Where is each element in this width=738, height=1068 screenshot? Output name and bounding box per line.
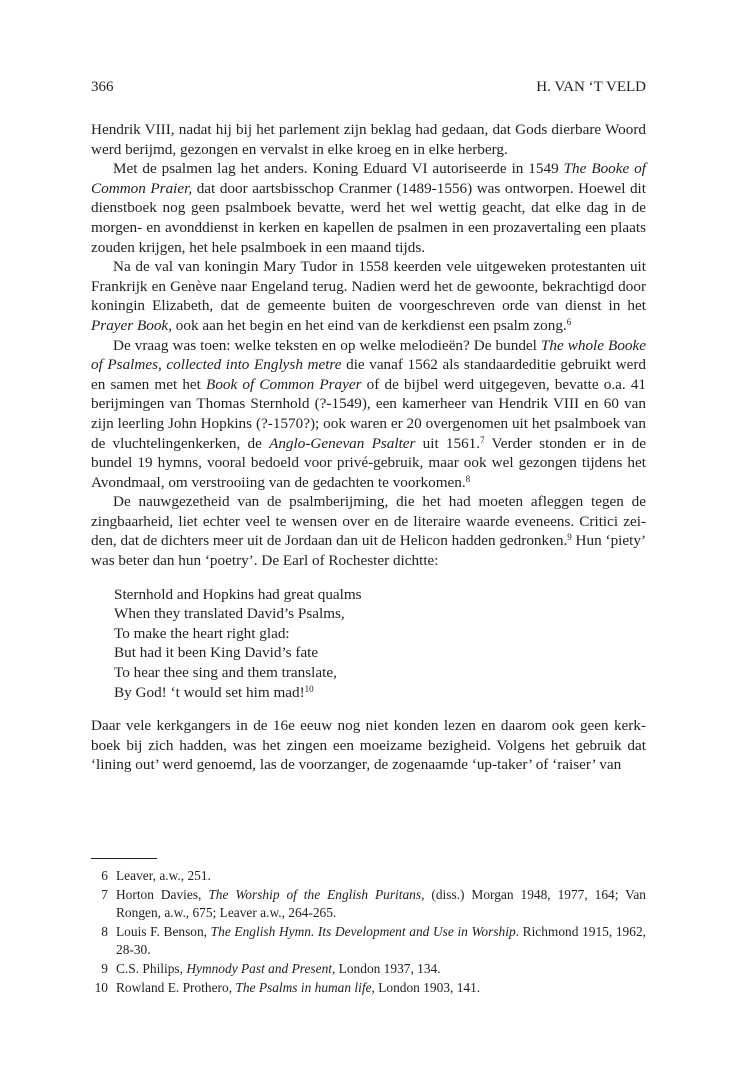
poem-line-text: By God! ‘t would set him mad! (114, 683, 305, 701)
footnote-text: Leaver, a.w., 251. (116, 868, 211, 883)
footnote-9 (91, 960, 646, 979)
p2-title-booke-of-common-praier: The Booke of Common Praier, (91, 160, 646, 197)
p5-text-a: De nauwgezetheid van de psalmberijming, die het had moeten afleggen tegen de zingbaarheid, liet echter veel te wensen over en de literaire waarde eveneens. Critici zei-den, dat de dichters meer uit de Jordaan dan uit de Helicon hadden gedronken. (91, 493, 646, 550)
footnote-number: 6 (101, 868, 108, 883)
footnote-ref-8[interactable]: 8 (465, 473, 471, 484)
footnote-10 (91, 979, 646, 998)
p4-text-g: uit 1561. (415, 434, 481, 452)
footnote-text: C.S. Philips, (116, 960, 187, 976)
p4-text-c: die vanaf 1562 als standaardeditie gebruikt werd en samen met het (91, 356, 646, 393)
footnote-ref-9[interactable]: 9 (567, 532, 572, 543)
p4-text-e: of de bijbel werd uitgegeven, bevatte o.a. 41 berijmingen van Thomas Sternhold (?-1549), een kamerheer van Hendrik VIII en 60 van zijn leerling John Hopkins (?-1570?); ook waren er 20 overgenomen uit het psalmboek van de vluchtelingenkerken, de (91, 375, 647, 452)
footnote-number: 10 (94, 979, 108, 995)
p4-text-a: De vraag was toen: welke teksten en op welke melodieën? De bundel (113, 336, 541, 354)
running-head-author: H. VAN ‘T VELD (536, 79, 646, 95)
poem-line: To hear thee sing and them translate, (114, 664, 337, 682)
p3-text-a: Na de val van koningin Mary Tudor in 1558 keerden vele uitgeweken protestanten uit Frankrijk en Genève naar Engeland terug. Nadien werd het de gewoonte, bekrachtigd door koningin Elizabeth, dat de gemeente buiten de voorgeschreven orde van dienst in het (91, 258, 646, 315)
p4-text-h: Verder stonden er in de bundel 19 hymns, vooral bedoeld voor privé-gebruik, maar ook wel gezongen tijdens het Avondmaal, om verstrooiing van de gedachten te voorkomen. (91, 434, 646, 491)
footnote-title: The Psalms in human life (235, 979, 372, 995)
footnote-ref-10[interactable]: 10 (304, 683, 314, 694)
footnote-text: Louis F. Benson, (116, 923, 211, 939)
footnote-title: The English Hymn. Its Development and Use in Worship (210, 923, 516, 939)
paragraph-4 (91, 336, 646, 493)
p2-text-a: Met de psalmen lag het anders. Koning Eduard VI autoriseerde in 1549 (113, 160, 564, 178)
footnote-6 (91, 867, 646, 886)
p3-title-prayer-book: Prayer Book (91, 316, 169, 334)
footnote-ref-7[interactable]: 7 (480, 434, 485, 445)
footnote-number: 7 (101, 886, 108, 902)
poem-line: To make the heart right glad: (114, 624, 290, 642)
paragraph-2 (91, 159, 646, 257)
paragraph-1: Hendrik VIII, nadat hij bij het parlement zijn beklag had gedaan, dat Gods dierbare Woord werd berijmd, gezongen en vervalst in elke kroeg en in elke herberg. (91, 121, 646, 158)
footnote-text: , London 1937, 134. (331, 960, 441, 976)
running-header (91, 79, 646, 99)
footnote-title: The Worship of the English Puritans (208, 886, 422, 902)
paragraph-6: Daar vele kerkgangers in de 16e eeuw nog niet konden lezen en daarom ook geen kerk-boek bij zich hadden, was het zingen een moeizame bezigheid. Volgens het gebruik dat ‘lining out’ werd genoemd, las de voorzanger, de zogenaamde ‘up-taker’ of ‘raiser’ van (91, 717, 646, 774)
poem-line: Sternhold and Hopkins had great qualms (114, 585, 362, 603)
footnote-title: Hymnody Past and Present (186, 960, 332, 976)
body-text (91, 120, 646, 775)
paragraph-3 (91, 257, 646, 335)
footnote-ref-6[interactable]: 6 (566, 316, 572, 327)
footnote-text: , (diss.) Morgan 1948, 1977, 164; Van Rongen, a.w., 675; Leaver a.w., 264-265. (116, 886, 646, 921)
paragraph-5 (91, 492, 646, 570)
p4-title-anglo-genevan-psalter: Anglo-Genevan Psalter (269, 434, 416, 452)
footnote-text: Rowland E. Prothero, (116, 979, 236, 995)
footnote-separator (91, 858, 157, 859)
p5-text-b: Hun ‘piety’ was beter dan hun ‘poetry’. De Earl of Rochester dichtte: (91, 532, 646, 570)
footnote-text: , London 1903, 141. (371, 979, 481, 995)
footnote-7 (91, 886, 646, 923)
p4-title-whole-booke-of-psalmes: The whole Booke of Psalmes, collected into Englysh metre (91, 336, 646, 374)
p3-text-c: , ook aan het begin en het eind van de kerkdienst een psalm zong. (168, 316, 567, 334)
footnote-number: 8 (101, 923, 108, 939)
poem-line: But had it been King David’s fate (114, 644, 319, 662)
p2-text-c: dat door aartsbisschop Cranmer (1489-1556) was ontworpen. Hoewel dit dienstboek nog geen psalmboek bevatte, werd het wel wettig geacht, dat elke dag in de morgen- en avonddienst in kerken en kapellen de psalmen in een prozavertaling een plaats zouden krijgen, het hele psalmboek in een maand tijds. (91, 179, 646, 256)
footnote-number: 9 (101, 960, 108, 976)
footnote-text: Horton Davies, (116, 886, 209, 902)
page-number: 366 (91, 79, 114, 95)
poem-line: When they translated David’s Psalms, (114, 605, 345, 623)
footnote-8 (91, 923, 646, 960)
footnotes (91, 867, 646, 997)
poem-quote (114, 585, 646, 703)
p4-title-book-of-common-prayer: Book of Common Prayer (206, 375, 362, 393)
poem-line-last (114, 683, 646, 703)
footnote-text: . Richmond 1915, 1962, 28-30. (116, 923, 646, 958)
